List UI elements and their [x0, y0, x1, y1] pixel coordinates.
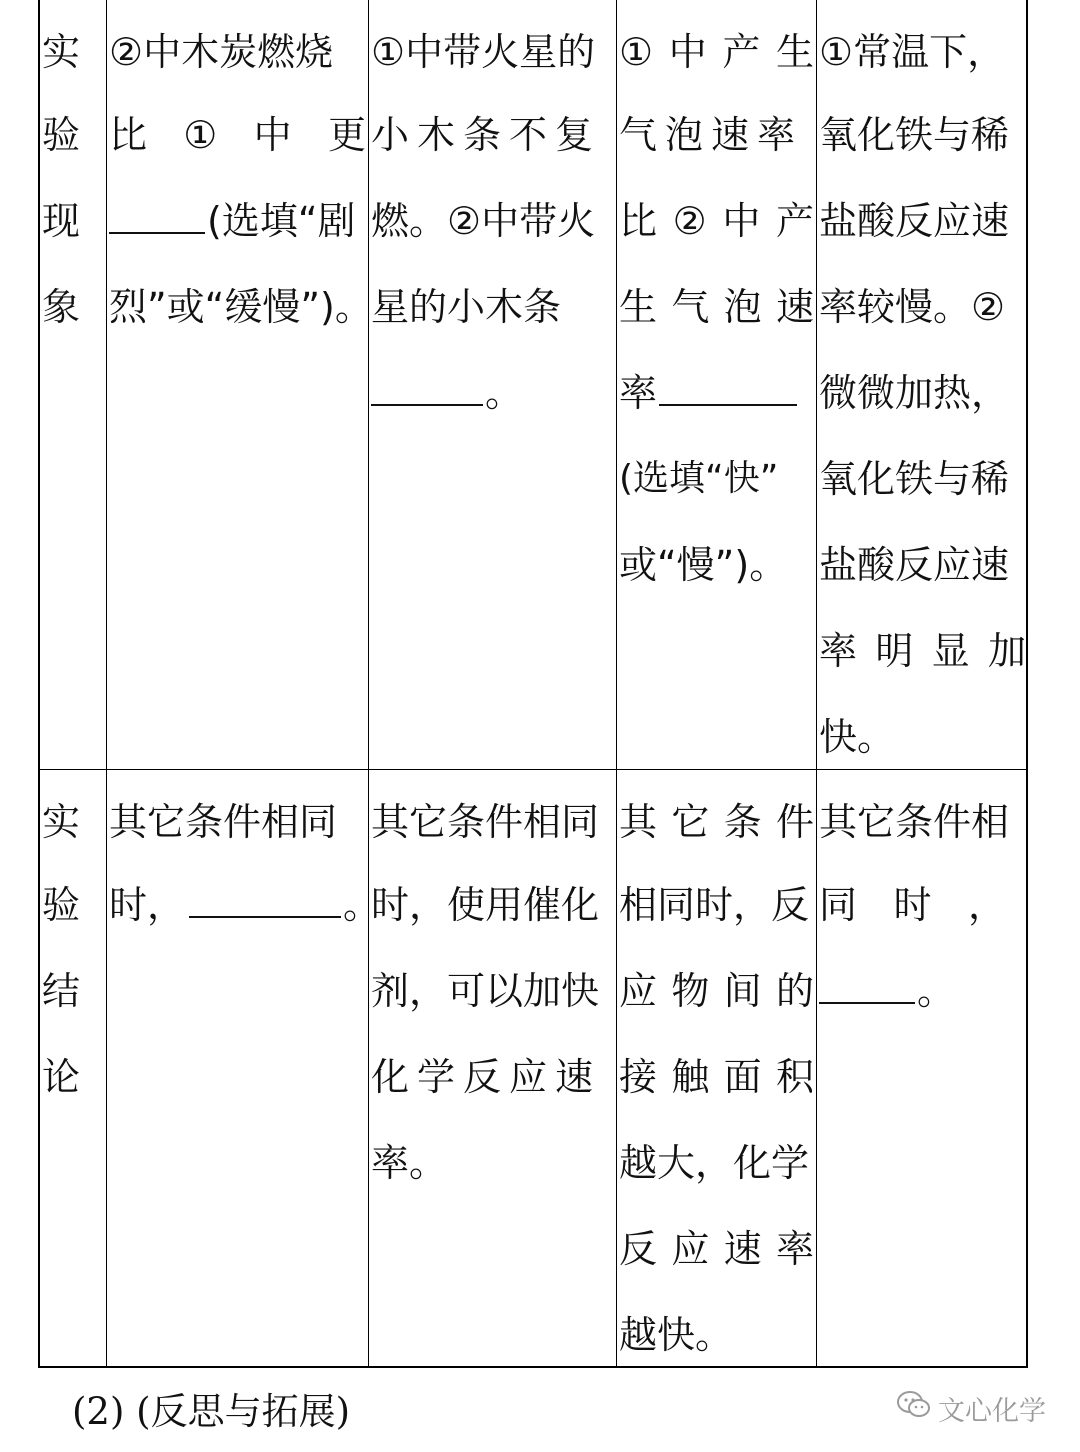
cell-text-justified: [109, 92, 366, 178]
cell-char: ②: [672, 199, 707, 243]
row-conclusion: [40, 770, 1026, 1366]
cell-text: 氧化铁与稀: [819, 113, 1010, 157]
experiment-table: [38, 0, 1028, 1368]
header-char: 实: [42, 800, 81, 844]
cell-char: 比: [619, 199, 658, 243]
header-char: 验: [42, 883, 81, 927]
cell-char: 接: [619, 1055, 658, 1099]
cell-text: (选填“剧: [207, 199, 356, 243]
cell-text: 化学反应速: [371, 1055, 602, 1099]
cell-text: 。: [343, 883, 382, 927]
answer-blank[interactable]: [109, 192, 205, 234]
cell-char: 同: [819, 883, 858, 927]
cell-char: 中: [253, 113, 292, 157]
header-char: 论: [42, 1055, 81, 1099]
cell-char: 率: [819, 629, 858, 673]
cell-text: ②中木炭燃烧: [109, 30, 334, 74]
cell-catalyst-conclusion: [369, 770, 617, 1366]
cell-text-with-blank: [371, 350, 614, 436]
cell-text: 越大，化学: [619, 1141, 810, 1185]
cell-text-justified: [619, 1206, 814, 1292]
row-header-phenomenon: [40, 0, 107, 769]
cell-text: 。: [485, 371, 524, 415]
cell-text-justified: [619, 178, 814, 264]
cell-char: 生: [775, 30, 814, 74]
cell-charcoal-conclusion: [107, 770, 382, 1366]
answer-blank[interactable]: [659, 364, 797, 406]
cell-char: 反: [619, 1227, 658, 1271]
header-char: 现: [42, 199, 81, 243]
cell-text: 其它条件相: [819, 800, 1010, 844]
cell-char: 它: [671, 800, 710, 844]
cell-text: 烈”或“缓慢”)。: [109, 285, 373, 329]
cell-char: ，: [967, 883, 1006, 927]
cell-text-justified: [819, 862, 1026, 948]
cell-char: 物: [671, 969, 710, 1013]
cell-text: 盐酸反应速: [819, 543, 1010, 587]
cell-surface-phenomenon: [617, 0, 817, 769]
cell-text-justified: [619, 1034, 814, 1120]
cell-char: 气: [671, 285, 710, 329]
cell-char: 产: [775, 199, 814, 243]
cell-text-justified: [619, 2, 814, 92]
cell-text-justified: [619, 948, 814, 1034]
cell-text: 其它条件相同: [371, 800, 600, 844]
cell-text: ①中带火星的: [371, 30, 596, 74]
cell-text: 盐酸反应速: [819, 199, 1010, 243]
header-char: 结: [42, 969, 81, 1013]
cell-char: 产: [722, 30, 761, 74]
cell-text-justified: [619, 264, 814, 350]
cell-charcoal-phenomenon: [107, 0, 373, 769]
answer-blank[interactable]: [819, 962, 915, 1004]
cell-text: 气泡速率: [619, 113, 804, 157]
watermark: [896, 1388, 1046, 1428]
cell-char: 件: [775, 800, 814, 844]
cell-text-justified: [819, 608, 1026, 694]
cell-text-with-blank: [819, 948, 1026, 1034]
cell-text: 星的小木条: [371, 285, 562, 329]
header-char: 象: [42, 285, 81, 329]
cell-surface-conclusion: [617, 770, 817, 1366]
row-header-conclusion: [40, 770, 107, 1366]
cell-char: 生: [619, 285, 658, 329]
cell-text: 或“慢”)。: [619, 543, 788, 587]
header-char: 实: [42, 30, 81, 74]
section-heading-reflection: (2) (反思与拓展): [72, 1390, 351, 1433]
cell-catalyst-phenomenon: [369, 0, 617, 769]
cell-char: 速: [723, 1227, 762, 1271]
cell-char: 其: [619, 800, 658, 844]
cell-char: 触: [671, 1055, 710, 1099]
cell-text: 时，使用催化: [371, 883, 600, 927]
cell-char: 中: [668, 30, 707, 74]
cell-text-with-blank: [109, 178, 366, 264]
cell-text-with-blank: [619, 350, 814, 436]
cell-text: 小木条不复: [371, 113, 602, 157]
header-char: 验: [42, 113, 81, 157]
cell-text: 微微加热，: [819, 371, 1010, 415]
cell-char: 积: [775, 1055, 814, 1099]
cell-char: 加: [987, 629, 1026, 673]
cell-text: 越快。: [619, 1313, 734, 1357]
cell-text: (选填“快”: [619, 458, 779, 499]
cell-text: 相同时，反: [619, 883, 810, 927]
cell-char: 应: [671, 1227, 710, 1271]
cell-text: 快。: [819, 715, 896, 759]
cell-text: ①常温下，: [819, 30, 1006, 74]
cell-char: 速: [775, 285, 814, 329]
cell-char: 面: [723, 1055, 762, 1099]
cell-text: 率。: [371, 1141, 448, 1185]
cell-text: 剂，可以加快: [371, 969, 600, 1013]
cell-text: 时，: [109, 883, 186, 927]
cell-char: 泡: [723, 285, 762, 329]
answer-blank[interactable]: [371, 364, 483, 406]
cell-text: 燃。②中带火: [371, 199, 596, 243]
cell-char: ①: [183, 113, 218, 157]
cell-text: 其它条件相同: [109, 800, 338, 844]
cell-char: 应: [619, 969, 658, 1013]
cell-char: 比: [109, 113, 148, 157]
cell-char: 条: [723, 800, 762, 844]
cell-char: 更: [327, 113, 366, 157]
wechat-logo-icon: [896, 1390, 932, 1427]
watermark-text: 文心化学: [938, 1395, 1046, 1427]
answer-blank[interactable]: [189, 876, 341, 918]
cell-char: 中: [722, 199, 761, 243]
cell-char: 率: [775, 1227, 814, 1271]
cell-temperature-conclusion: [817, 770, 1028, 1366]
cell-text-with-blank: [109, 862, 382, 948]
cell-text: 率: [619, 371, 658, 415]
cell-char: 显: [931, 629, 970, 673]
cell-char: 时: [893, 883, 932, 927]
cell-char: ①: [619, 30, 654, 74]
cell-text: 氧化铁与稀: [819, 457, 1010, 501]
cell-char: 的: [775, 969, 814, 1013]
cell-text-justified: [619, 772, 814, 862]
cell-text: 率较慢。②: [819, 285, 1006, 329]
row-phenomenon: [40, 0, 1026, 770]
cell-text: 。: [917, 969, 956, 1013]
cell-temperature-phenomenon: [817, 0, 1028, 769]
cell-char: 间: [723, 969, 762, 1013]
cell-char: 明: [875, 629, 914, 673]
